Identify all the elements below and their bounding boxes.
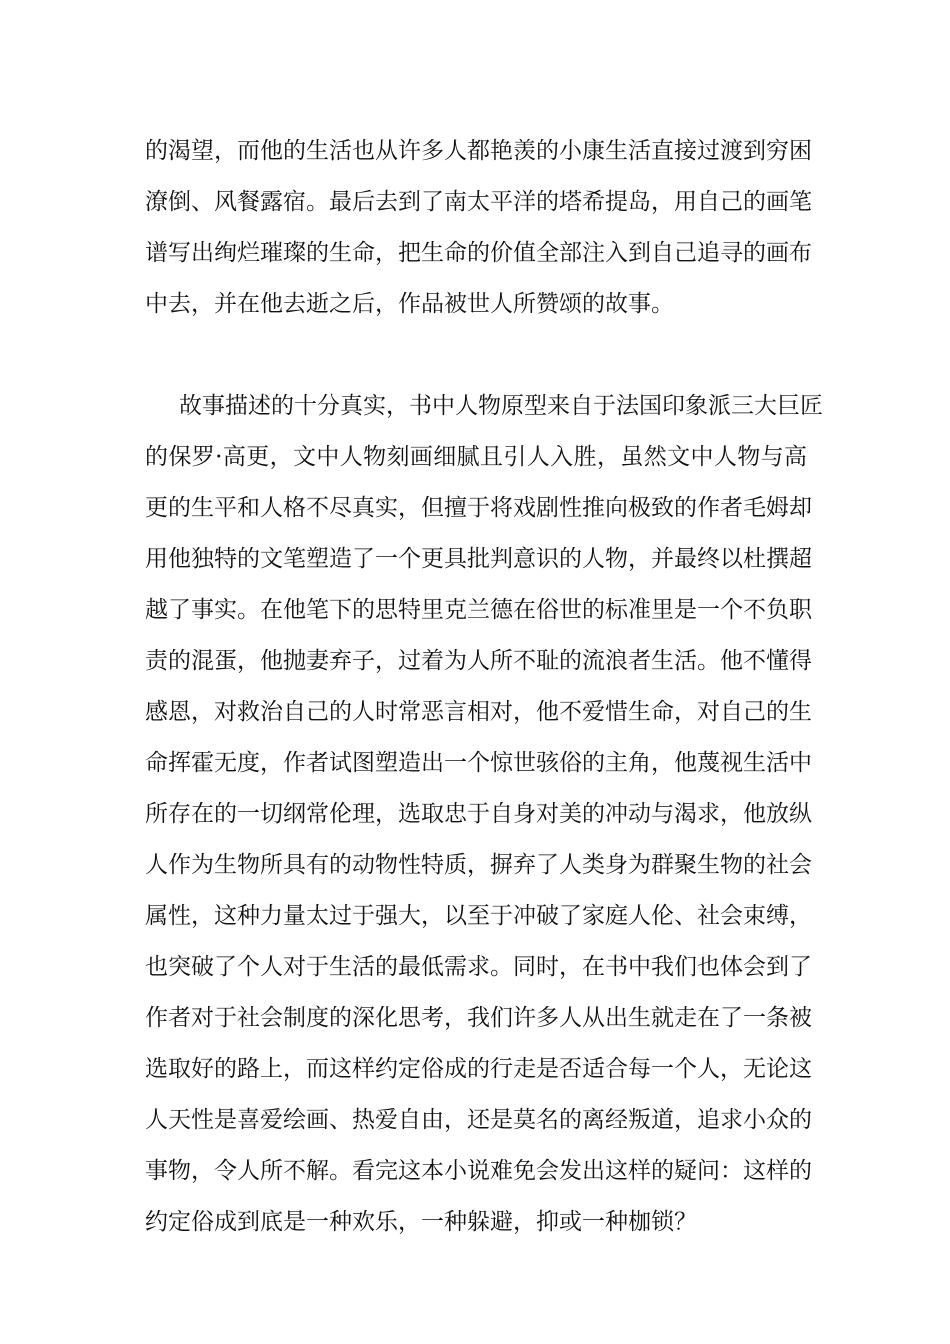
text-line: 潦倒、风餐露宿。最后去到了南太平洋的塔希提岛，用自己的画笔	[145, 189, 812, 215]
text-line: 感恩，对救治自己的人时常恶言相对，他不爱惜生命，对自己的生	[145, 699, 812, 725]
text-line: 人作为生物所具有的动物性特质，摒弃了人类身为群聚生物的社会	[145, 852, 812, 878]
text-line: 越了事实。在他笔下的思特里克兰德在俗世的标准里是一个不负职	[145, 597, 812, 623]
text-line: 人天性是喜爱绘画、热爱自由，还是莫名的离经叛道，追求小众的	[145, 1107, 812, 1133]
text-line: 所存在的一切纲常伦理，选取忠于自身对美的冲动与渴求，他放纵	[145, 801, 812, 827]
text-line: 用他独特的文笔塑造了一个更具批判意识的人物，并最终以杜撰超	[145, 546, 812, 572]
text-line: 也突破了个人对于生活的最低需求。同时，在书中我们也体会到了	[145, 954, 812, 980]
text-line: 作者对于社会制度的深化思考，我们许多人从出生就走在了一条被	[145, 1005, 812, 1031]
text-line: 属性，这种力量太过于强大，以至于冲破了家庭人伦、社会束缚，	[145, 903, 812, 929]
text-line: 的渴望，而他的生活也从许多人都艳羡的小康生活直接过渡到穷困	[145, 138, 812, 164]
text-line: 更的生平和人格不尽真实，但擅于将戏剧性推向极致的作者毛姆却	[145, 495, 812, 521]
text-line: 责的混蛋，他抛妻弃子，过着为人所不耻的流浪者生活。他不懂得	[145, 648, 812, 674]
paragraph-continuation	[145, 126, 812, 330]
text-line: 命挥霍无度，作者试图塑造出一个惊世骇俗的主角，他蔑视生活中	[145, 750, 812, 776]
text-line: 的保罗·高更，文中人物刻画细腻且引人入胜，虽然文中人物与高	[145, 444, 807, 470]
text-line: 事物，令人所不解。看完这本小说难免会发出这样的疑问：这样的	[145, 1158, 812, 1184]
text-line: 谱写出绚烂璀璨的生命，把生命的价值全部注入到自己追寻的画布	[145, 240, 812, 266]
text-line: 故事描述的十分真实，书中人物原型来自于法国印象派三大巨匠	[179, 393, 823, 419]
text-line: 选取好的路上，而这样约定俗成的行走是否适合每一个人，无论这	[145, 1056, 812, 1082]
text-line: 中去，并在他去逝之后，作品被世人所赞颂的故事。	[145, 291, 674, 317]
paragraph-body	[145, 381, 823, 1248]
text-line: 约定俗成到底是一种欢乐，一种躲避，抑或一种枷锁？	[145, 1209, 697, 1235]
